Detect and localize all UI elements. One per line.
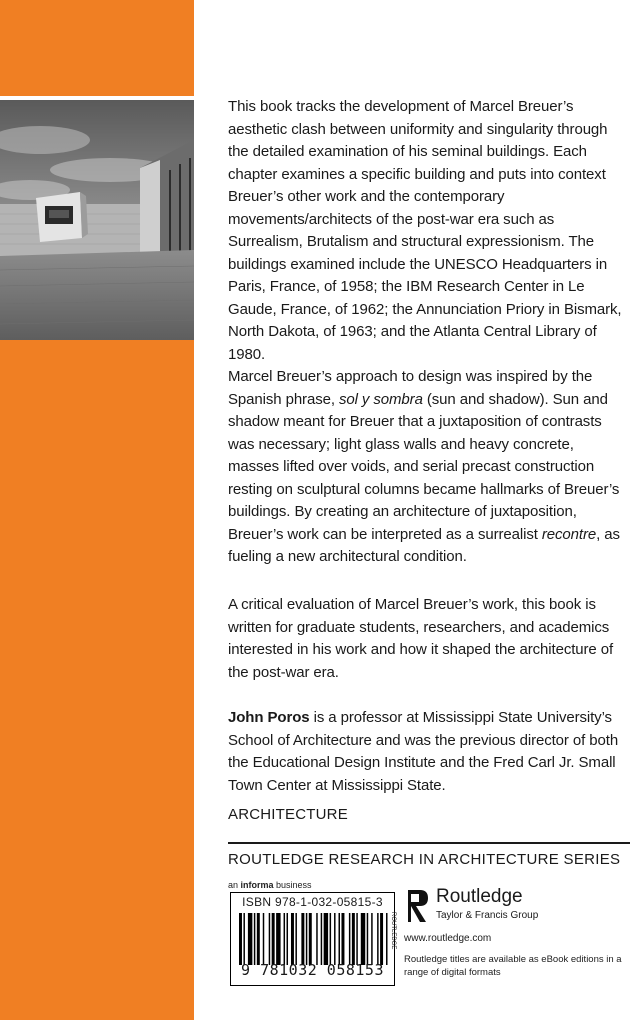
barcode-bar	[243, 913, 244, 965]
barcode-bar	[352, 913, 355, 965]
barcode-bar	[380, 913, 383, 965]
publisher-vertical-text: ROUTLEDGE	[390, 912, 396, 950]
barcode-bar	[367, 913, 368, 965]
barcode-bar	[371, 913, 372, 965]
author-name: John Poros	[228, 709, 310, 726]
barcode-bar	[248, 913, 252, 965]
informa-business-tag	[228, 880, 312, 890]
author-bio	[228, 707, 628, 797]
barcode-bar	[284, 913, 285, 965]
series-divider	[228, 842, 630, 844]
barcode-bar	[269, 913, 270, 965]
isbn-label: ISBN 978-1-032-05815-3	[242, 895, 383, 909]
barcode-bar	[349, 913, 350, 965]
barcode-bar	[239, 913, 242, 965]
barcode-digits: 9 781032 058153	[241, 961, 384, 979]
barcode-bar	[339, 913, 340, 965]
barcode-bar	[291, 913, 294, 965]
ebook-availability-note: Routledge titles are available as eBook editions in a range of digital formats	[404, 954, 622, 978]
cover-photo	[0, 96, 194, 340]
barcode-bar	[254, 913, 255, 965]
building-photo-illustration	[0, 100, 194, 340]
barcode-bar	[377, 913, 378, 965]
routledge-r-logo-icon	[404, 886, 432, 926]
series-title: ROUTLEDGE RESEARCH IN ARCHITECTURE SERIES	[228, 851, 621, 868]
subject-category: ARCHITECTURE	[228, 806, 348, 823]
para2-italic-recontre: recontre	[541, 525, 597, 543]
barcode-bar	[324, 913, 328, 965]
barcode-bar	[295, 913, 296, 965]
barcode-bar	[272, 913, 275, 965]
barcode-bar	[334, 913, 335, 965]
barcode-bar	[287, 913, 288, 965]
barcode-bar	[309, 913, 312, 965]
description-paragraph-1: This book tracks the development of Marcel Breuer’s aesthetic clash between uniformity and singularity through the detailed examination of his seminal buildings. Each chapter examines a specific building and puts into context Breuer’s other work and the contemporary movements/architects of the post-war era such as Surrealism, Brutalism and structural expressionism. The buildings examined include the UNESCO Headquarters in Paris, France, of 1958; the IBM Research Center in Le Gaude, France, of 1962; the Annunciation Priory in Bismark, North Dakota, of 1963; and the Atlanta Central Library of 1980.	[228, 98, 622, 363]
barcode-bar	[301, 913, 304, 965]
barcode-bar	[276, 913, 280, 965]
publisher-name: Routledge	[436, 886, 523, 907]
informa-brand: informa	[240, 880, 274, 890]
isbn-barcode	[230, 892, 395, 986]
publisher-url: www.routledge.com	[404, 933, 492, 944]
para2-text-a: Marcel Breuer’s approach to design was inspired by the Spanish phrase,	[228, 368, 593, 408]
para2-italic-sol-y-sombra: sol y sombra	[338, 390, 423, 408]
barcode-bar	[316, 913, 317, 965]
description-paragraph-3: A critical evaluation of Marcel Breuer’s work, this book is written for graduate students, researchers, and academics interested in his work and how it shaped the architecture of the post-war era.	[228, 596, 614, 681]
barcode-bar	[257, 913, 260, 965]
informa-prefix: an	[228, 880, 241, 890]
barcode-bar	[361, 913, 365, 965]
barcode-bar	[356, 913, 357, 965]
barcode-bar	[386, 913, 387, 965]
barcode-bars	[239, 913, 389, 965]
barcode-bar	[306, 913, 307, 965]
publisher-group: Taylor & Francis Group	[436, 910, 539, 921]
description-paragraph-2	[228, 366, 628, 569]
barcode-bar	[341, 913, 344, 965]
para2-text-b: (sun and shadow). Sun and shadow meant for Breuer that a juxtaposition of contrasts was necessary; light glass walls and heavy concrete, masses lifted over voids, and serial precast construction resting on sculptural columns became hallmarks of Breuer’s buildings. By creating an architecture of juxtaposition, Breuer’s work can be interpreted as a surrealist	[228, 390, 620, 543]
informa-suffix: business	[273, 880, 312, 890]
barcode-bar	[263, 913, 264, 965]
barcode-bar	[330, 913, 331, 965]
para2-text-c: , as fueling a new architectural condition.	[228, 525, 620, 565]
author-bio-text: is a professor at Mississippi State University’s School of Architecture and was the previous director of both the Educational Design Institute and the Fred Carl Jr. Small Town Center at Mississippi State.	[228, 709, 619, 794]
barcode-bar	[321, 913, 322, 965]
